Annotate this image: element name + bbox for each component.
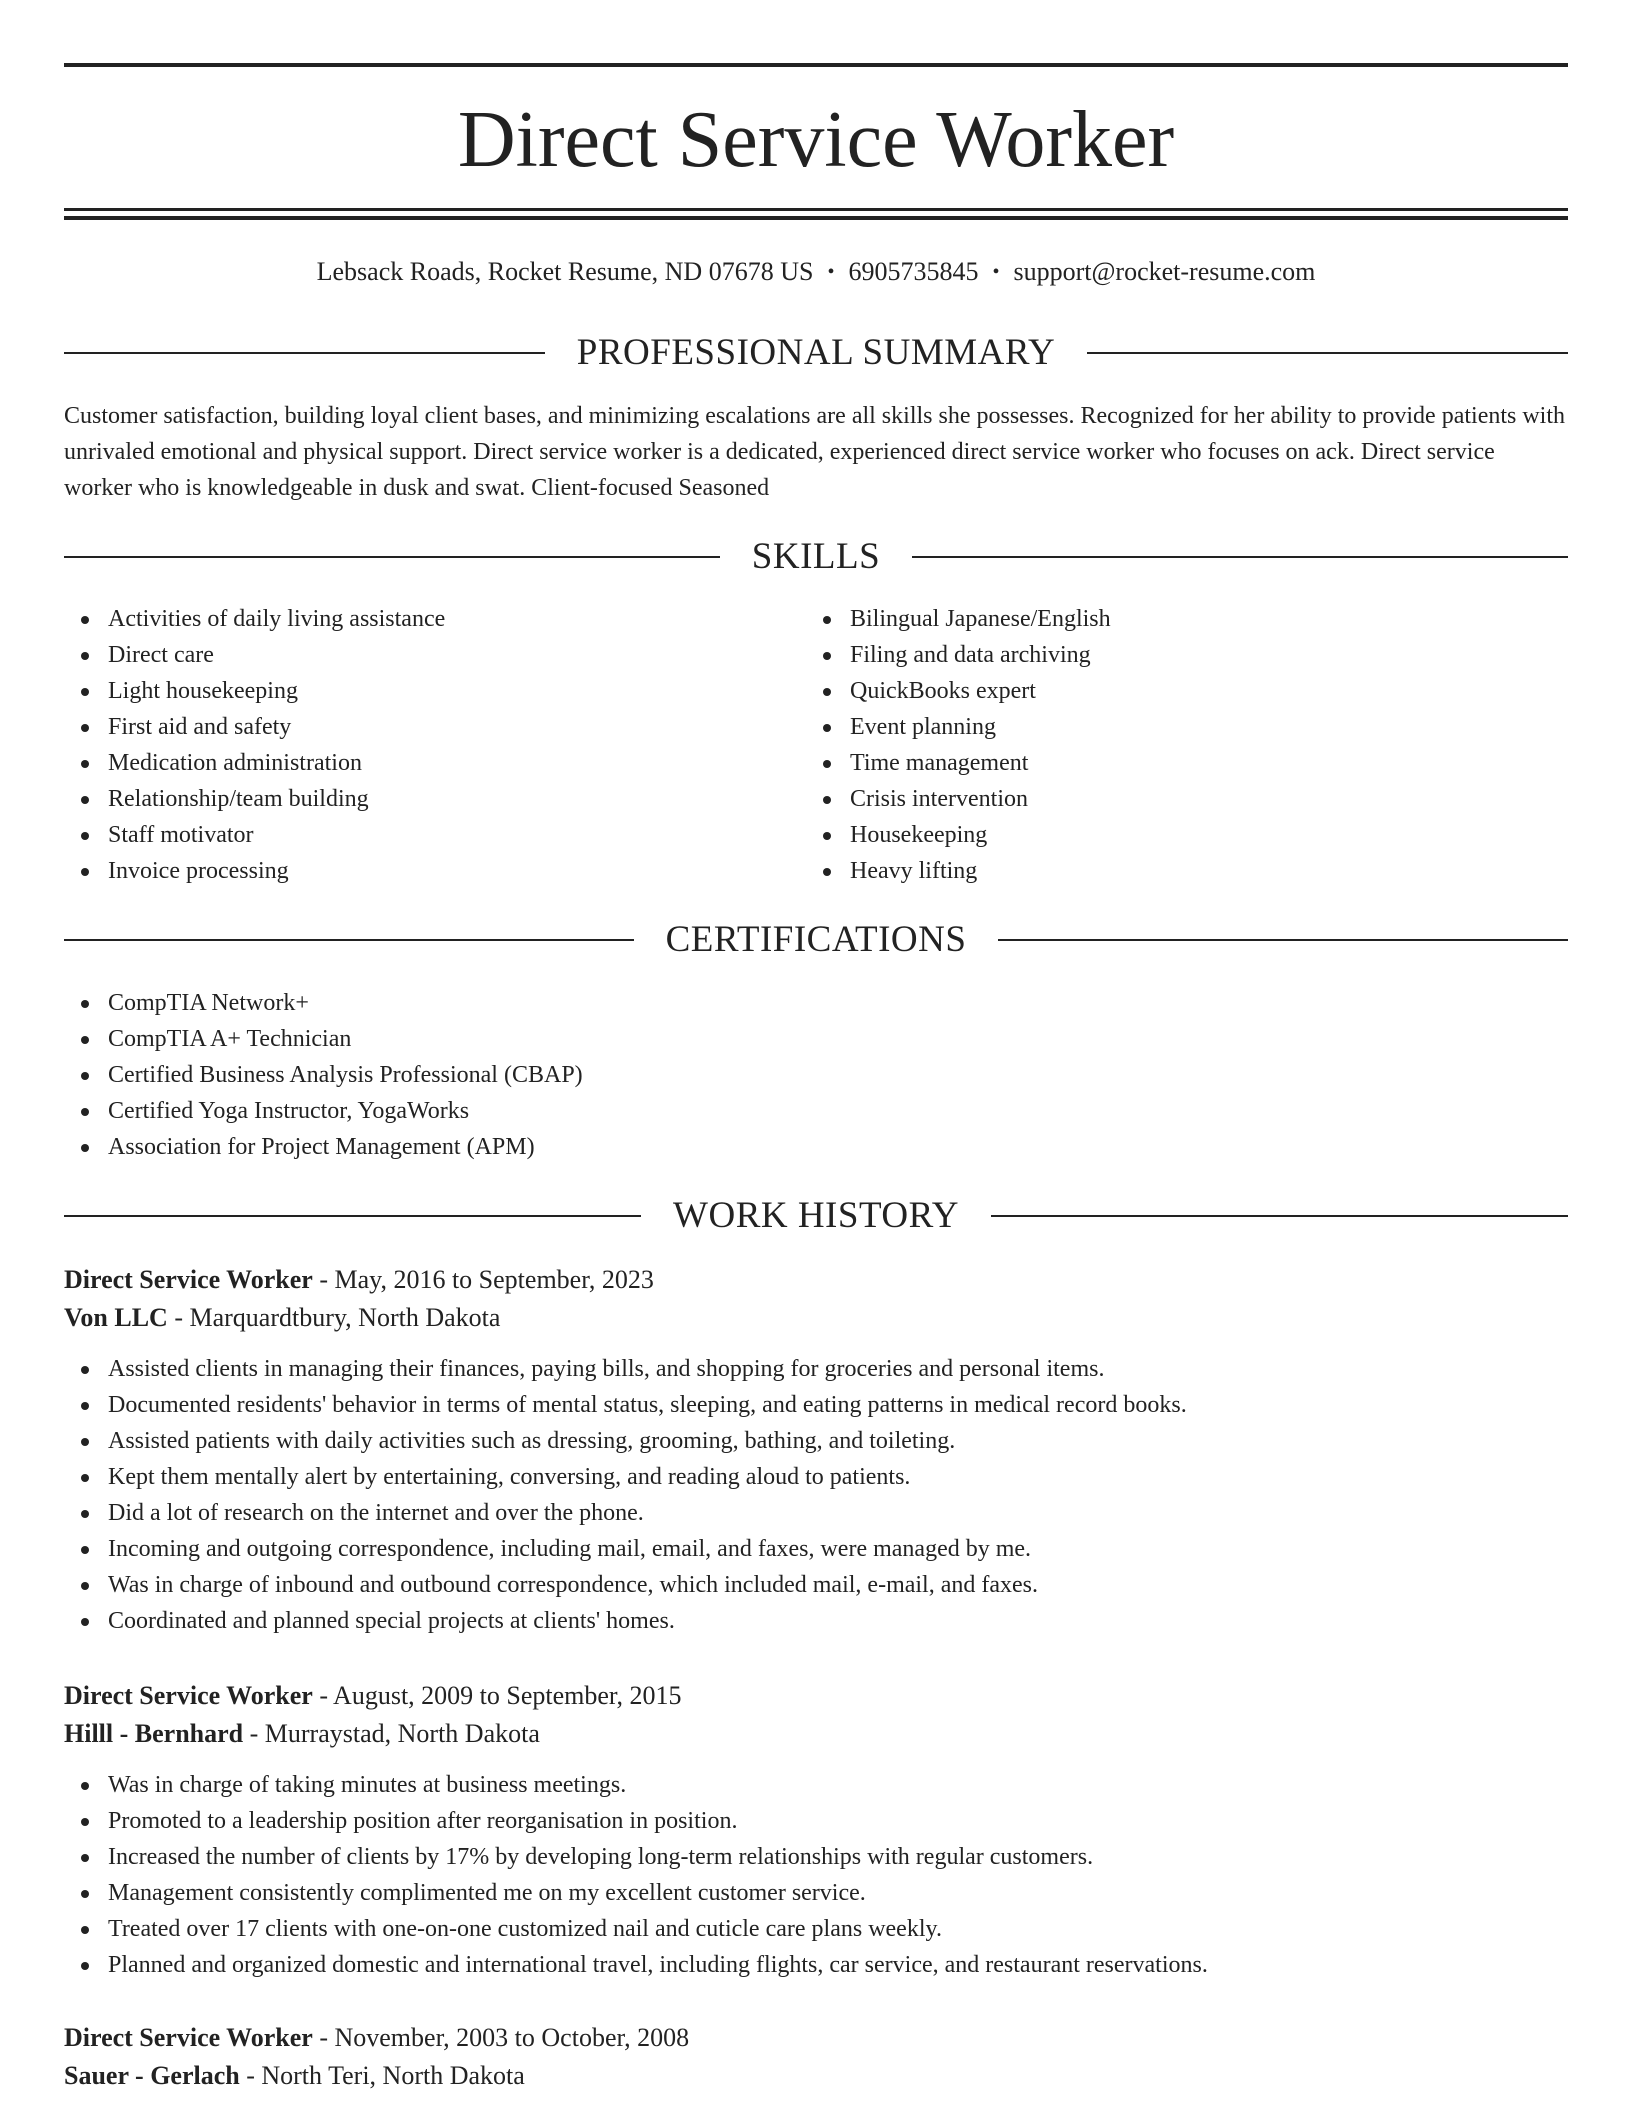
heading-rule-left <box>64 352 545 354</box>
header-double-rule <box>64 208 1568 220</box>
job-company-line <box>64 1299 1568 1337</box>
job-bullet: Assisted clients in managing their finances, paying bills, and shopping for groceries and personal items. <box>64 1351 1568 1387</box>
contact-address: Lebsack Roads, Rocket Resume, ND 07678 US <box>316 257 814 286</box>
job-bullet: Treated over 17 clients with one-on-one customized nail and cuticle care plans weekly. <box>64 1911 1568 1947</box>
job-company: Hilll - Bernhard <box>64 1719 244 1748</box>
candidate-name: Direct Service Worker <box>457 96 1175 184</box>
skills-list-left <box>64 601 804 889</box>
skill-item: Invoice processing <box>64 853 804 889</box>
job-entry <box>64 2019 1568 2095</box>
contact-line <box>64 254 1568 290</box>
certification-item: Certified Yoga Instructor, YogaWorks <box>64 1093 1064 1129</box>
job-bullet: Incoming and outgoing correspondence, including mail, email, and faxes, were managed by me. <box>64 1531 1568 1567</box>
job-location: - North Teri, North Dakota <box>239 2061 525 2090</box>
contact-separator: • <box>827 261 835 283</box>
certifications-section-heading <box>64 918 1568 962</box>
job-entry <box>64 1677 1568 1983</box>
job-bullet: Management consistently complimented me on my excellent customer service. <box>64 1875 1568 1911</box>
job-company: Sauer - Gerlach <box>64 2061 240 2090</box>
job-company-line <box>64 1715 1568 1753</box>
job-role: Direct Service Worker <box>64 1681 313 1710</box>
certifications-list <box>64 985 1064 1165</box>
skill-item: QuickBooks expert <box>806 673 1546 709</box>
skills-title: SKILLS <box>751 536 881 577</box>
job-bullet: Assisted patients with daily activities such as dressing, grooming, bathing, and toileting. <box>64 1423 1568 1459</box>
heading-rule-right <box>912 556 1568 558</box>
skills-section-heading <box>64 535 1568 579</box>
certification-item: CompTIA A+ Technician <box>64 1021 1064 1057</box>
job-entry <box>64 1261 1568 1639</box>
job-dates: - August, 2009 to September, 2015 <box>312 1681 682 1710</box>
work-history-section-heading <box>64 1194 1568 1238</box>
job-title-line <box>64 1261 1568 1299</box>
job-bullet: Promoted to a leadership position after reorganisation in position. <box>64 1803 1568 1839</box>
job-company-line <box>64 2057 1568 2095</box>
skill-item: Staff motivator <box>64 817 804 853</box>
skill-item: Event planning <box>806 709 1546 745</box>
job-bullet: Planned and organized domestic and international travel, including flights, car service, and restaurant reservations. <box>64 1947 1568 1983</box>
skill-item: Heavy lifting <box>806 853 1546 889</box>
certifications-title: CERTIFICATIONS <box>665 919 967 960</box>
summary-text: Customer satisfaction, building loyal client bases, and minimizing escalations are all skills she possesses. Recognized for her ability to provide patients with unrivaled emotional and physical support. Direct service worker is a dedicated, experienced direct service worker who focuses on ack. Direct service worker who is knowledgeable in dusk and swat. Client-focused Seasoned <box>64 403 1566 501</box>
heading-rule-left <box>64 939 634 941</box>
job-bullet: Coordinated and planned special projects at clients' homes. <box>64 1603 1568 1639</box>
job-title-line <box>64 2019 1568 2057</box>
skill-item: Light housekeeping <box>64 673 804 709</box>
job-role: Direct Service Worker <box>64 2023 313 2052</box>
skill-item: Relationship/team building <box>64 781 804 817</box>
job-title-line <box>64 1677 1568 1715</box>
job-bullet: Did a lot of research on the internet and over the phone. <box>64 1495 1568 1531</box>
header-top-rule <box>64 63 1568 67</box>
job-bullets <box>64 1351 1568 1639</box>
heading-rule-right <box>998 939 1568 941</box>
skill-item: Housekeeping <box>806 817 1546 853</box>
contact-phone: 6905735845 <box>848 257 979 286</box>
heading-rule-left <box>64 1215 641 1217</box>
job-bullet: Was in charge of inbound and outbound correspondence, which included mail, e-mail, and faxes. <box>64 1567 1568 1603</box>
summary-title: PROFESSIONAL SUMMARY <box>576 332 1056 373</box>
heading-rule-right <box>1087 352 1568 354</box>
skill-item: Bilingual Japanese/English <box>806 601 1546 637</box>
skill-item: Medication administration <box>64 745 804 781</box>
certification-item: Association for Project Management (APM) <box>64 1129 1064 1165</box>
summary-section-heading <box>64 331 1568 375</box>
job-bullets <box>64 1767 1568 1983</box>
job-location: - Marquardtbury, North Dakota <box>167 1303 501 1332</box>
skill-item: First aid and safety <box>64 709 804 745</box>
job-company: Von LLC <box>64 1303 168 1332</box>
skill-item: Filing and data archiving <box>806 637 1546 673</box>
work-history-title: WORK HISTORY <box>673 1195 959 1236</box>
skills-list-right <box>806 601 1546 889</box>
job-bullet: Was in charge of taking minutes at business meetings. <box>64 1767 1568 1803</box>
job-location: - Murraystad, North Dakota <box>243 1719 540 1748</box>
skill-item: Crisis intervention <box>806 781 1546 817</box>
job-bullet: Increased the number of clients by 17% by developing long-term relationships with regular customers. <box>64 1839 1568 1875</box>
job-bullet: Kept them mentally alert by entertaining, conversing, and reading aloud to patients. <box>64 1459 1568 1495</box>
job-bullet: Documented residents' behavior in terms of mental status, sleeping, and eating patterns in medical record books. <box>64 1387 1568 1423</box>
skill-item: Time management <box>806 745 1546 781</box>
heading-rule-right <box>991 1215 1568 1217</box>
contact-email: support@rocket-resume.com <box>1013 257 1316 286</box>
contact-separator: • <box>992 261 1000 283</box>
certification-item: Certified Business Analysis Professional (CBAP) <box>64 1057 1064 1093</box>
job-role: Direct Service Worker <box>64 1265 313 1294</box>
heading-rule-left <box>64 556 720 558</box>
job-dates: - May, 2016 to September, 2023 <box>312 1265 654 1294</box>
job-dates: - November, 2003 to October, 2008 <box>312 2023 690 2052</box>
skill-item: Activities of daily living assistance <box>64 601 804 637</box>
skill-item: Direct care <box>64 637 804 673</box>
certification-item: CompTIA Network+ <box>64 985 1064 1021</box>
